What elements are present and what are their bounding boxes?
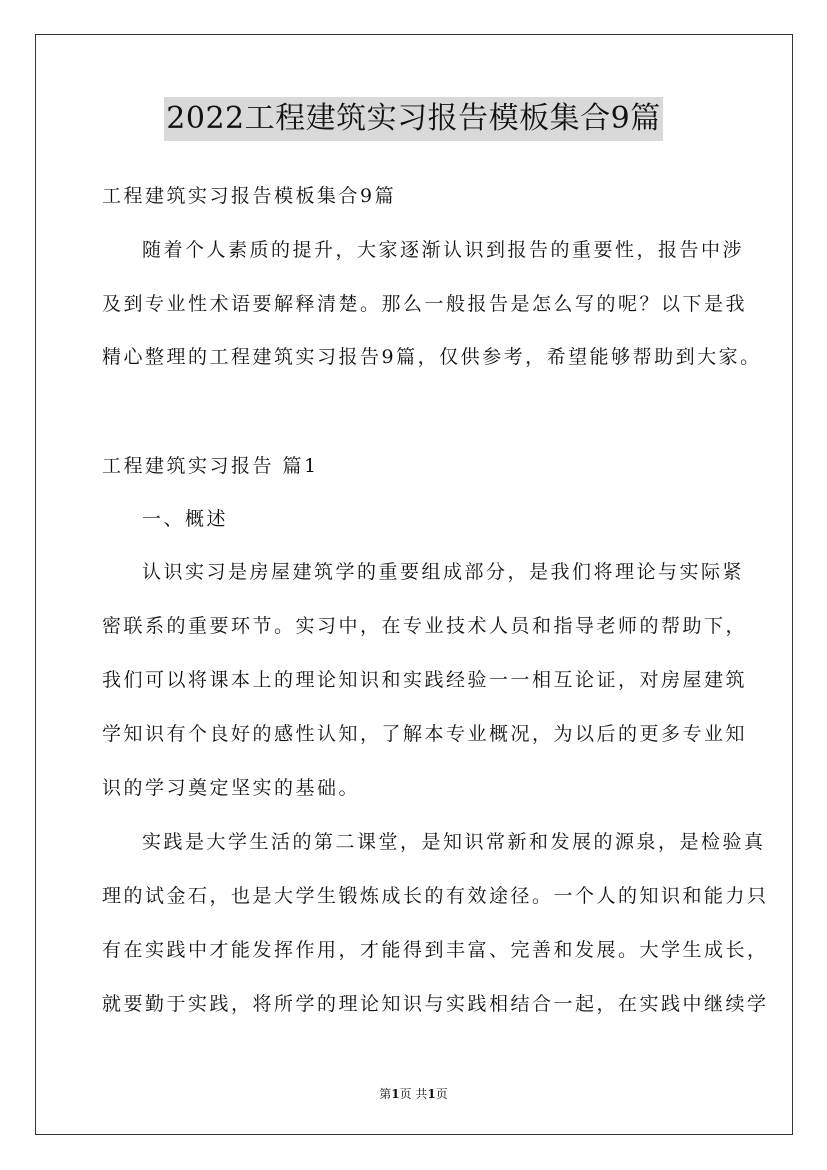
paragraph1-line-3: 我们可以将课本上的理论知识和实践经验一一相互论证，对房屋建筑 — [102, 669, 748, 691]
paragraph2-line-3: 有在实践中才能发挥作用，才能得到丰富、完善和发展。大学生成长， — [102, 939, 769, 961]
title-wrap — [0, 97, 827, 141]
intro-line-1: 随着个人素质的提升，大家逐渐认识到报告的重要性，报告中涉 — [142, 239, 745, 261]
subsection-heading: 一、概述 — [142, 508, 229, 530]
page-footer — [0, 1086, 827, 1102]
document-title: 2022工程建筑实习报告模板集合9篇 — [164, 97, 662, 141]
section-heading: 工程建筑实习报告 篇1 — [102, 455, 319, 477]
footer-suffix: 页 — [435, 1087, 448, 1101]
paragraph1-line-1: 认识实习是房屋建筑学的重要组成部分，是我们将理论与实际紧 — [142, 561, 745, 583]
footer-prefix: 第 — [379, 1087, 392, 1101]
paragraph2-line-1: 实践是大学生活的第二课堂，是知识常新和发展的源泉，是检验真 — [142, 831, 766, 853]
intro-line-2: 及到专业性术语要解释清楚。那么一般报告是怎么写的呢？以下是我 — [102, 293, 748, 315]
paragraph1-line-2: 密联系的重要环节。实习中，在专业技术人员和指导老师的帮助下， — [102, 615, 748, 637]
intro-line-3: 精心整理的工程建筑实习报告9篇，仅供参考，希望能够帮助到大家。 — [102, 346, 762, 368]
paragraph2-line-4: 就要勤于实践，将所学的理论知识与实践相结合一起，在实践中继续学 — [102, 993, 769, 1015]
paragraph2-line-2: 理的试金石，也是大学生锻炼成长的有效途径。一个人的知识和能力只 — [102, 885, 769, 907]
document-subtitle: 工程建筑实习报告模板集合9篇 — [102, 185, 397, 207]
footer-total-pages: 1 — [427, 1087, 436, 1101]
paragraph1-line-5: 识的学习奠定坚实的基础。 — [102, 777, 361, 799]
paragraph1-line-4: 学知识有个良好的感性认知，了解本专业概况，为以后的更多专业知 — [102, 723, 748, 745]
footer-current-page: 1 — [391, 1087, 400, 1101]
footer-mid: 页 共 — [399, 1087, 428, 1101]
